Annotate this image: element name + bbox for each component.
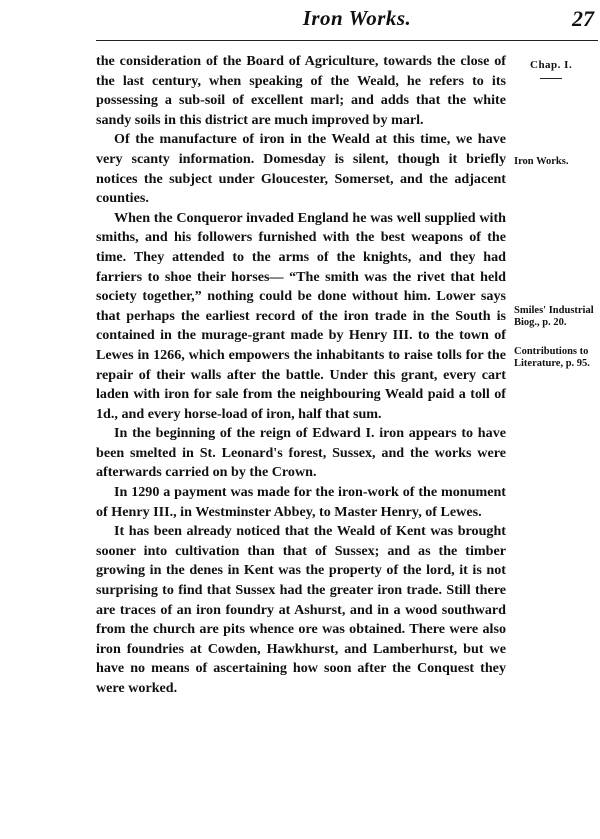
- margin-note-iron-works: Iron Works.: [514, 156, 569, 167]
- paragraph-conqueror: When the Conqueror invaded England he was well supplied with smiths, and his followers furnished with the best weapons of the time. They attended to the arms of the knights, and they had farriers to shoe their horses— “The smith was the rivet that held society together,” nothing could be done without him. Lower says that perhaps the earliest record of the iron trade in the South is contained in the murage-grant made by Henry III. to the town of Lewes in 1266, which empowers the inhabitants to raise tolls for the repair of their walls after the battle. Under this grant, every cart laden with iron for sale from the neighbouring Weald paid a toll of 1d., and every horse-load of iron, half that sum.: [96, 209, 506, 422]
- chapter-rule: [540, 78, 562, 79]
- margin-note-smiles: Smiles' Industrial Biog., p. 20.: [514, 305, 594, 328]
- paragraph-edward-i: In the beginning of the reign of Edward I. iron appears to have been smelted in St. Leonard's forest, Sussex, and the works were afterwards carried on by the Crown.: [96, 425, 506, 481]
- page-header: [96, 6, 598, 36]
- running-title: Iron Works.: [302, 6, 412, 30]
- paragraph-board-of-agriculture: the consideration of the Board of Agriculture, towards the close of the last century, when speaking of the Weald, he refers to its possessing a sub-soil of excellent marl; and adds that the white sandy soils in this district are much improved by marl.: [96, 53, 506, 128]
- body-text: [96, 52, 506, 699]
- margin-note-chapter: Chap. I.: [530, 59, 573, 71]
- paragraph-1290-payment: In 1290 a payment was made for the iron-work of the monument of Henry III., in Westminster Abbey, to Master Henry, of Lewes.: [96, 484, 506, 520]
- margin-note-contributions: Contributions to Literature, p. 95.: [514, 346, 590, 369]
- paragraph-weald-of-kent: It has been already noticed that the Weald of Kent was brought sooner into cultivation than that of Sussex; and as the timber growing in the denes in Kent was the property of the lord, it is not surprising to find that Sussex had the greater iron trade. Still there are traces of an iron foundry at Ashurst, and in a wood southward from the church are pits whence ore was obtained. There were also iron foundries at Cowden, Hawkhurst, and Lamberhurst, but we have no means of ascertaining how soon after the Conquest they were worked.: [96, 523, 506, 696]
- page-number: 27: [572, 6, 594, 31]
- paragraph-manufacture-of-iron: Of the manufacture of iron in the Weald at this time, we have very scanty information. Domesday is silent, though it briefly notices the subject under Gloucester, Somerset, and the adjacent counties.: [96, 131, 506, 207]
- header-rule: [96, 40, 598, 41]
